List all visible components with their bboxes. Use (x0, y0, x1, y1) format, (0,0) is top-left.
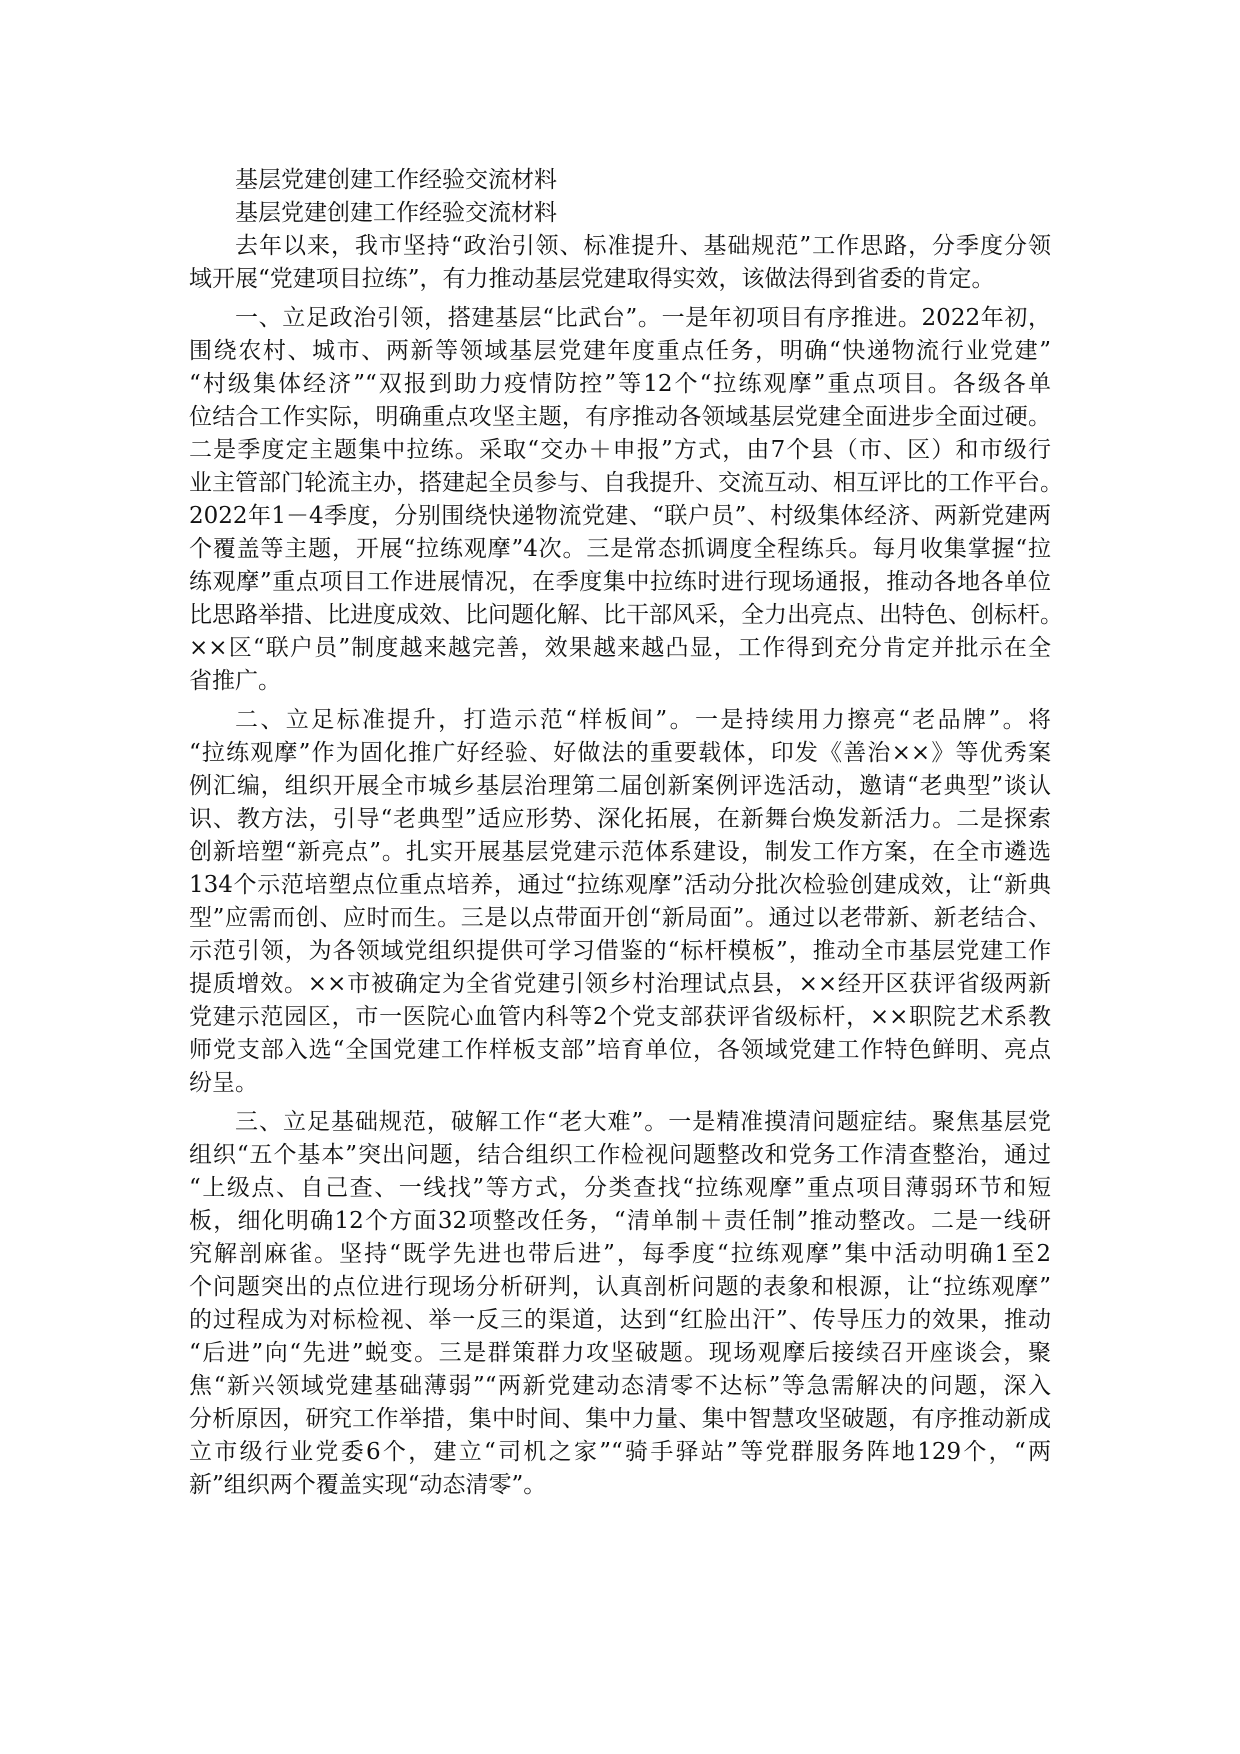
paragraph-line: 2022年1－4季度，分别围绕快递物流党建、“联户员”、村级集体经济、两新党建两 (189, 503, 1051, 529)
document-body (189, 164, 1063, 1502)
paragraph-line: 二是季度定主题集中拉练。采取“交办＋申报”方式，由7个县（市、区）和市级行 (189, 437, 1051, 463)
paragraph-list (189, 230, 1063, 1502)
paragraph-line: 比思路举措、比进度成效、比问题化解、比干部风采，全力出亮点、出特色、创标杆。 (189, 602, 1063, 628)
paragraph (189, 302, 1063, 698)
paragraph-line: 的过程成为对标检视、举一反三的渠道，达到“红脸出汗”、传导压力的效果，推动 (189, 1307, 1051, 1333)
paragraph-line: 师党支部入选“全国党建工作样板支部”培育单位，各领域党建工作特色鲜明、亮点 (189, 1037, 1051, 1063)
paragraph-line: 个问题突出的点位进行现场分析研判，认真剖析问题的表象和根源，让“拉练观摩” (189, 1274, 1051, 1300)
paragraph-line: 分析原因，研究工作举措，集中时间、集中力量、集中智慧攻坚破题，有序推动新成 (189, 1406, 1051, 1432)
paragraph-line: 型”应需而创、应时而生。三是以点带面开创“新局面”。通过以老带新、新老结合、 (189, 905, 1051, 931)
paragraph-line: “上级点、自己查、一线找”等方式，分类查找“拉练观摩”重点项目薄弱环节和短 (189, 1175, 1051, 1201)
paragraph-line: 业主管部门轮流主办，搭建起全员参与、自我提升、交流互动、相互评比的工作平台。 (189, 470, 1063, 496)
paragraph-line: 域开展“党建项目拉练”，有力推动基层党建取得实效，该做法得到省委的肯定。 (189, 266, 995, 292)
paragraph-line: 位结合工作实际，明确重点攻坚主题，有序推动各领域基层党建全面进步全面过硬。 (189, 404, 1051, 430)
paragraph-line: 省推广。 (189, 668, 281, 694)
paragraph-line: 提质增效。××市被确定为全省党建引领乡村治理试点县，××经开区获评省级两新 (189, 971, 1051, 997)
paragraph (189, 230, 1051, 296)
paragraph-line: 去年以来，我市坚持“政治引领、标准提升、基础规范”工作思路，分季度分领 (235, 233, 1051, 259)
document-title: 基层党建创建工作经验交流材料 (235, 167, 557, 193)
paragraph-line: 围绕农村、城市、两新等领域基层党建年度重点任务，明确“快递物流行业党建” (189, 338, 1051, 364)
paragraph-line: 练观摩”重点项目工作进展情况，在季度集中拉练时进行现场通报，推动各地各单位 (189, 569, 1051, 595)
paragraph-line: 纷呈。 (189, 1070, 258, 1096)
paragraph-line: 组织“五个基本”突出问题，结合组织工作检视问题整改和党务工作清查整治，通过 (189, 1142, 1051, 1168)
paragraph-line: 焦“新兴领域党建基础薄弱”“两新党建动态清零不达标”等急需解决的问题，深入 (189, 1373, 1051, 1399)
paragraph-line: 示范引领，为各领域党组织提供可学习借鉴的“标杆模板”，推动全市基层党建工作 (189, 938, 1051, 964)
paragraph-line: “后进”向“先进”蜕变。三是群策群力攻坚破题。现场观摩后接续召开座谈会，聚 (189, 1340, 1051, 1366)
paragraph (189, 1106, 1051, 1502)
paragraph-line: 个覆盖等主题，开展“拉练观摩”4次。三是常态抓调度全程练兵。每月收集掌握“拉 (189, 536, 1051, 562)
paragraph-line: 究解剖麻雀。坚持“既学先进也带后进”，每季度“拉练观摩”集中活动明确1至2 (189, 1241, 1051, 1267)
paragraph-line: 创新培塑“新亮点”。扎实开展基层党建示范体系建设，制发工作方案，在全市遴选 (189, 839, 1051, 865)
paragraph-line: “村级集体经济”“双报到助力疫情防控”等12个“拉练观摩”重点项目。各级各单 (189, 371, 1051, 397)
paragraph-line: 134个示范培塑点位重点培养，通过“拉练观摩”活动分批次检验创建成效，让“新典 (189, 872, 1051, 898)
paragraph (189, 704, 1051, 1100)
paragraph-line: 三、立足基础规范，破解工作“老大难”。一是精准摸清问题症结。聚焦基层党 (235, 1109, 1051, 1135)
paragraph-line: 党建示范园区，市一医院心血管内科等2个党支部获评省级标杆，××职院艺术系教 (189, 1004, 1051, 1030)
paragraph-line: 二、立足标准提升，打造示范“样板间”。一是持续用力擦亮“老品牌”。将 (235, 707, 1051, 733)
document-subtitle: 基层党建创建工作经验交流材料 (235, 200, 557, 226)
paragraph-line: 新”组织两个覆盖实现“动态清零”。 (189, 1472, 547, 1498)
paragraph-line: ××区“联户员”制度越来越完善，效果越来越凸显，工作得到充分肯定并批示在全 (189, 635, 1051, 661)
paragraph-line: 例汇编，组织开展全市城乡基层治理第二届创新案例评选活动，邀请“老典型”谈认 (189, 773, 1051, 799)
paragraph-line: 板，细化明确12个方面32项整改任务，“清单制＋责任制”推动整改。二是一线研 (189, 1208, 1051, 1234)
paragraph-line: 立市级行业党委6个，建立“司机之家”“骑手驿站”等党群服务阵地129个，“两 (189, 1439, 1051, 1465)
paragraph-line: 一、立足政治引领，搭建基层“比武台”。一是年初项目有序推进。2022年初， (235, 305, 1051, 331)
paragraph-line: 识、教方法，引导“老典型”适应形势、深化拓展，在新舞台焕发新活力。二是探索 (189, 806, 1051, 832)
paragraph-line: “拉练观摩”作为固化推广好经验、好做法的重要载体，印发《善治××》等优秀案 (189, 740, 1051, 766)
